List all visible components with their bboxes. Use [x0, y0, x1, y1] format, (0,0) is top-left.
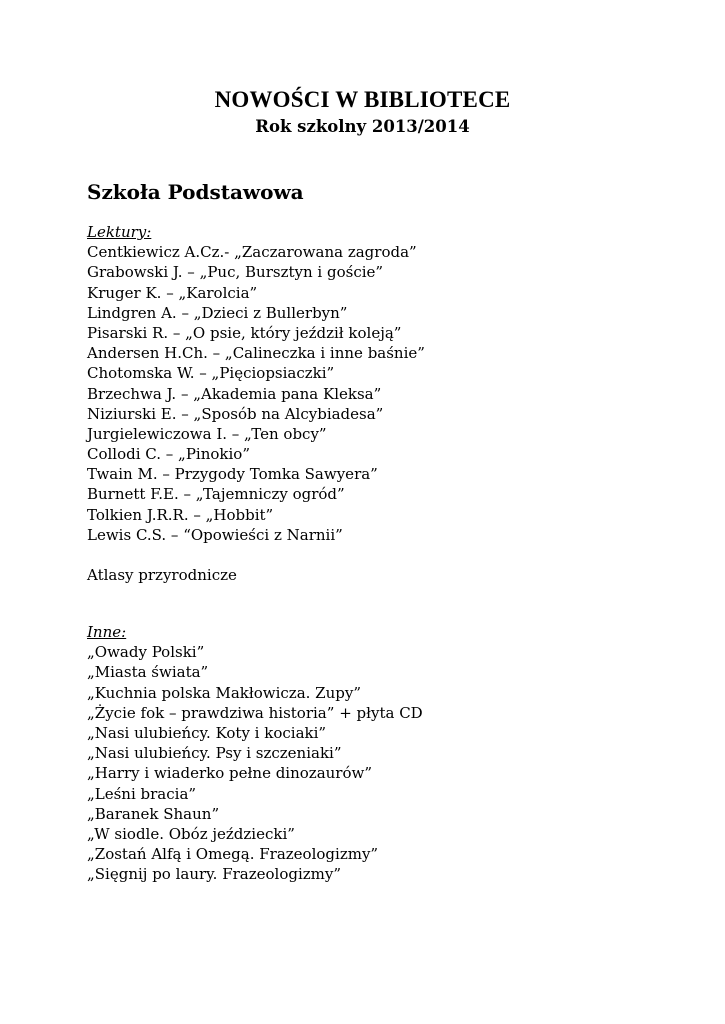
inne-label: Inne: [87, 623, 127, 641]
list-item: „Nasi ulubieńcy. Koty i kociaki” [87, 723, 327, 742]
list-item: „Nasi ulubieńcy. Psy i szczeniaki” [87, 744, 342, 763]
list-item: Centkiewicz A.Cz.- „Zaczarowana zagroda” [87, 243, 417, 262]
list-item: Twain M. – Przygody Tomka Sawyera” [87, 465, 378, 484]
list-item: Burnett F.E. – „Tajemniczy ogród” [87, 485, 345, 504]
list-item: Grabowski J. – „Puc, Bursztyn i goście” [87, 263, 384, 282]
list-item: „Harry i wiaderko pełne dinozaurów” [87, 764, 373, 783]
list-item: Lindgren A. – „Dzieci z Bullerbyn” [87, 303, 348, 322]
section-heading: Szkoła Podstawowa [87, 180, 304, 204]
list-item: Kruger K. – „Karolcia” [87, 283, 258, 302]
page-title: NOWOŚCI W BIBLIOTECE [214, 87, 511, 112]
list-item: „W siodle. Obóz jeździecki” [87, 824, 295, 843]
list-item: „Sięgnij po laury. Frazeologizmy” [87, 865, 342, 884]
atlasy-text: Atlasy przyrodnicze [87, 566, 237, 584]
list-item: Jurgielewiczowa I. – „Ten obcy” [87, 424, 327, 443]
inne-list [87, 622, 423, 884]
list-item: „Życie fok – prawdziwa historia” + płyta CD [87, 703, 423, 722]
list-item: Niziurski E. – „Sposób na Alcybiadesa” [87, 404, 384, 423]
list-item: „Leśni bracia” [87, 784, 197, 803]
page-subtitle: Rok szkolny 2013/2014 [255, 117, 470, 136]
list-item: Lewis C.S. – “Opowieści z Narnii” [87, 525, 343, 544]
list-item: „Kuchnia polska Makłowicza. Zupy” [87, 683, 361, 702]
list-item: Tolkien J.R.R. – „Hobbit” [87, 505, 274, 524]
list-item: Collodi C. – „Pinokio” [87, 445, 250, 464]
list-item: „Zostań Alfą i Omegą. Frazeologizmy” [87, 845, 379, 864]
lektury-label: Lektury: [87, 223, 152, 241]
list-item: Pisarski R. – „O psie, który jeździł koleją” [87, 323, 402, 342]
list-item: „Baranek Shaun” [87, 804, 220, 823]
list-item: Andersen H.Ch. – „Calineczka i inne baśnie” [87, 344, 425, 363]
lektury-list [87, 222, 425, 545]
atlasy-line [87, 565, 237, 585]
list-item: „Miasta świata” [87, 663, 209, 682]
list-item: Chotomska W. – „Pięciopsiaczki” [87, 364, 335, 383]
list-item: „Owady Polski” [87, 643, 205, 662]
list-item: Brzechwa J. – „Akademia pana Kleksa” [87, 384, 382, 403]
